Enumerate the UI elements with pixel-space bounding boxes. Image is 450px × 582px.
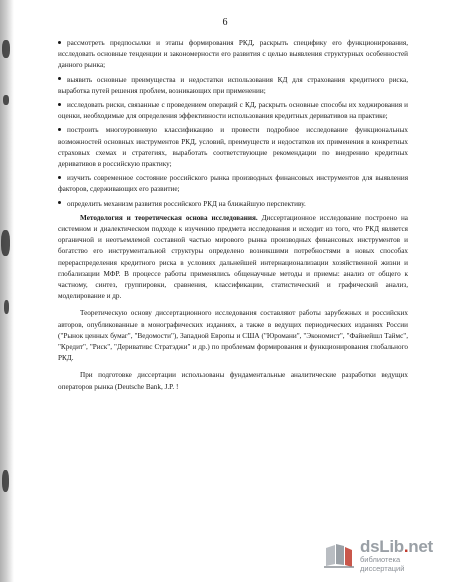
bullet-text: изучить современное состояние российского рынка производных финансовых инструментов для выявления факторов, сдерживающих его развитие; (58, 174, 408, 194)
bullet-text: определить механизм развития российского РКД на ближайшую перспективу. (67, 199, 306, 208)
dslib-watermark (322, 538, 442, 572)
scan-artifact (2, 470, 9, 492)
scan-edge-shadow (0, 0, 14, 582)
bullet-marker (58, 77, 61, 80)
bullet-marker (58, 41, 61, 44)
scan-artifact (1, 230, 10, 256)
bullet-text: рассмотреть предпосылки и этапы формирования РКД, раскрыть специфику его функционирования, исследовать основные тенденции и закономерности его развития с целью выявления структурных особенностей данного рынка; (58, 39, 408, 70)
bullet-item (58, 125, 408, 170)
bullet-marker (58, 103, 61, 106)
bullet-item (58, 199, 408, 210)
scan-artifact (3, 95, 9, 105)
methodology-paragraph (58, 213, 408, 303)
theory-paragraph: Теоретическую основу диссертационного исследования составляют работы зарубежных и российских авторов, опубликованные в монографических изданиях, а также в ведущих периодических изданиях России ("Рынок ценных бумаг", "Ведомости"), Западной Европы и США ("Юромани", "Экономист", "Файнейшл Таймс", "Кредит", "Риск", "Деривативс Стратэджи" и др.) по проблемам формирования и функционирования глобального РКД. (58, 309, 408, 363)
page-number: 6 (222, 17, 228, 28)
bullet-item (58, 75, 408, 97)
bullet-item (58, 38, 408, 72)
bullet-text: построить многоуровневую классификацию и провести подробное исследование функциональных возможностей основных инструментов РКД, условий, преимуществ и недостатков их применения в конкретных страховых схемах и стратегиях, выработать соответствующие рекомендации по внедрению кредитных деривативов в российскую практику; (58, 126, 408, 169)
bullet-text: выявить основные преимущества и недостатки использования КД для страхования кредитного риска, выработка путей решения проблем, возникающих при применении; (58, 75, 408, 95)
scan-artifact (4, 300, 9, 314)
watermark-text (360, 538, 442, 573)
bullet-marker (58, 201, 61, 204)
bullet-item (58, 100, 408, 122)
watermark-brand (360, 538, 442, 555)
watermark-subtitle: библиотека диссертаций (360, 554, 405, 573)
brand-tld: net (408, 536, 433, 556)
dslib-logo-icon (322, 540, 356, 570)
bullet-marker (58, 176, 61, 179)
methodology-text: Диссертационное исследование построено на системном и диалектическом подходе к изучению предмета исследования и исходит из того, что РКД является органичной и неотъемлемой составной частью мирового рынка производных финансовых инструментов и богатство его инструментальной структуры определено возникшими потребностями в новых способах перераспределения кредитного риска в условиях дальнейшей интернационализации хозяйственной жизни и глобализации МФР. В процессе работы применялись общенаучные методы и приемы: анализ от общего к частному, синтез, группировки, сравнения, классификации, статистический и графический анализ, моделирование и др. (58, 213, 408, 301)
bullet-item (58, 173, 408, 195)
brand-main: dsLib (360, 536, 404, 556)
bullet-text: исследовать риски, связанные с проведением операций с КД, раскрыть основные способы их хеджирования и оценки, необходимые для определения эффективности использования кредитных деривативов на практике; (58, 101, 408, 121)
scan-artifact (2, 40, 10, 58)
brand-dot: . (403, 536, 409, 556)
methodology-heading: Методология и теоретическая основа исследования. (80, 213, 258, 222)
sources-paragraph: При подготовке диссертации использованы фундаментальные аналитические разработки ведущих операторов рынка (Deutsche Bank, J.P. ! (58, 371, 408, 391)
bullet-marker (58, 128, 61, 131)
document-body (58, 38, 408, 393)
